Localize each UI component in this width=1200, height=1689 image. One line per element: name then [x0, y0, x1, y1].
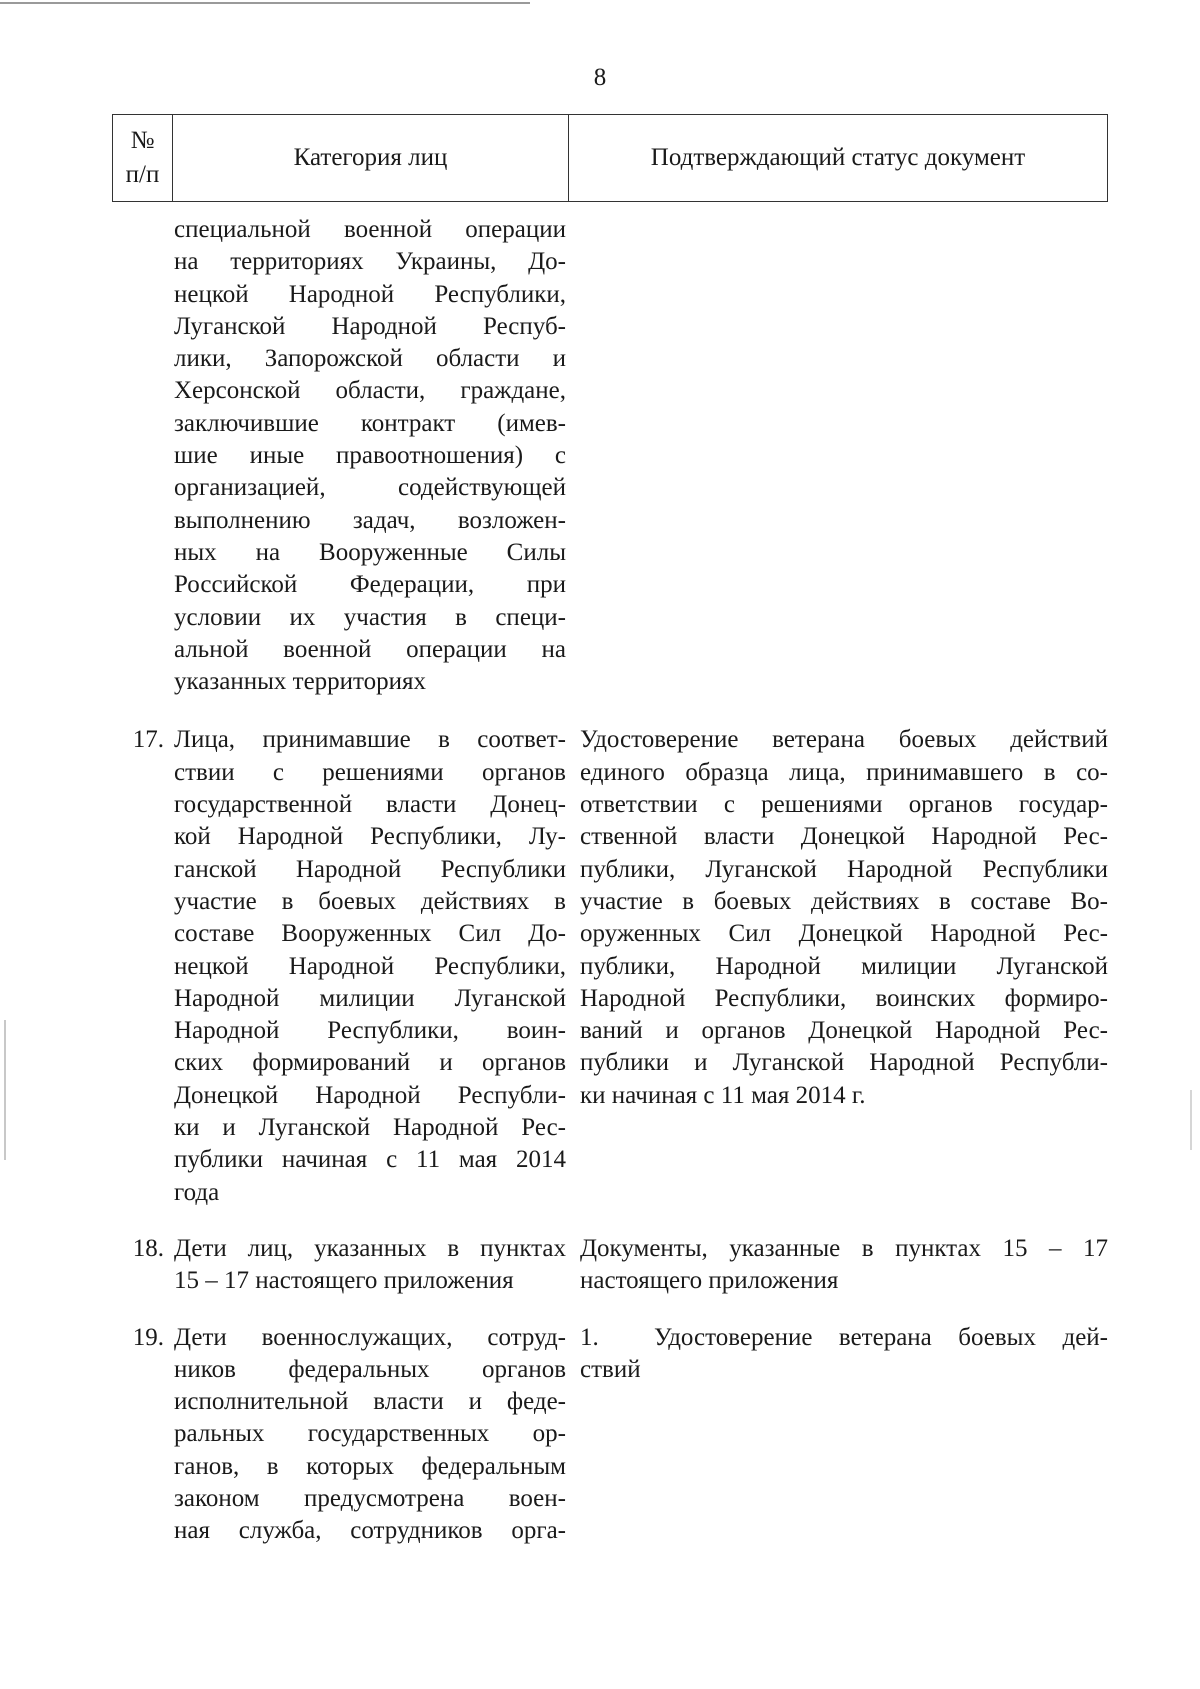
header-document-cell	[569, 115, 1107, 201]
category-line: ствии с решениями органов	[174, 758, 566, 786]
document-line: публики, Луганской Народной Республики	[580, 855, 1108, 883]
document-line: единого образца лица, принимавшего в со-	[580, 758, 1108, 786]
category-line: ских формирований и органов	[174, 1049, 566, 1077]
document-list-item	[580, 1322, 1108, 1354]
row-number: 17.	[132, 726, 164, 754]
category-line: ных на Вооруженные Силы	[174, 538, 566, 566]
category-line: ная служба, сотрудников орга-	[174, 1517, 566, 1545]
document-line: публики и Луганской Народной Республи-	[580, 1049, 1108, 1077]
document-line: Народной Республики, воинских формиро-	[580, 984, 1108, 1012]
document-line: Документы, указанные в пунктах 15 – 17	[580, 1234, 1108, 1262]
header-category-label: Категория лиц	[293, 144, 448, 171]
category-line: Дети военнослужащих, сотруд-	[174, 1323, 566, 1351]
header-number-cell	[113, 115, 173, 201]
category-line: альной военной операции на	[174, 635, 566, 663]
document-line: настоящего приложения	[580, 1267, 839, 1295]
page-number: 8	[593, 64, 607, 91]
category-line: заключившие контракт (имев-	[174, 409, 566, 437]
scan-edge-mark	[1190, 1090, 1192, 1150]
category-line: Российской Федерации, при	[174, 571, 566, 599]
category-line: исполнительной власти и феде-	[174, 1388, 566, 1416]
category-line: Луганской Народной Респуб-	[174, 312, 566, 340]
document-line: оруженных Сил Донецкой Народной Рес-	[580, 920, 1108, 948]
document-item-number: 1.	[580, 1323, 599, 1351]
table-row-19	[112, 1322, 1108, 1548]
header-number-abbrev: п/п	[125, 161, 160, 188]
category-line: ки и Луганской Народной Рес-	[174, 1114, 566, 1142]
document-cell	[566, 214, 1108, 698]
row-number	[112, 214, 172, 698]
scan-edge-line	[0, 2, 530, 4]
category-line: нецкой Народной Республики,	[174, 952, 566, 980]
category-line: лики, Запорожской области и	[174, 345, 566, 373]
category-line: Лица, принимавшие в соответ-	[174, 726, 566, 754]
document-line: ственной власти Донецкой Народной Рес-	[580, 823, 1108, 851]
document-line: Удостоверение ветерана боевых действий	[580, 726, 1108, 754]
category-line: указанных территориях	[174, 668, 427, 696]
category-line: на территориях Украины, До-	[174, 248, 566, 276]
category-line: публики начиная с 11 мая 2014	[174, 1146, 566, 1174]
category-line: специальной военной операции	[174, 216, 566, 243]
category-line: условии их участия в специ-	[174, 603, 566, 631]
document-cell	[566, 1233, 1108, 1298]
category-line: кой Народной Республики, Лу-	[174, 823, 566, 851]
table-body	[112, 214, 1108, 1572]
document-line: ки начиная с 11 мая 2014 г.	[580, 1081, 866, 1109]
category-line: нецкой Народной Республики,	[174, 280, 566, 308]
category-line: законом предусмотрена воен-	[174, 1484, 566, 1512]
document-line: участие в боевых действиях в составе Во-	[580, 887, 1108, 915]
document-cell	[566, 724, 1108, 1208]
category-cell	[172, 1233, 566, 1298]
table-header	[112, 114, 1108, 202]
category-line: составе Вооруженных Сил До-	[174, 920, 566, 948]
category-line: ников федеральных органов	[174, 1355, 566, 1383]
category-line: шие иные правоотношения) с	[174, 442, 566, 470]
category-line: ганской Народной Республики	[174, 855, 566, 883]
scan-edge-mark	[4, 1020, 6, 1160]
header-number-symbol: №	[130, 127, 155, 154]
category-line: Херсонской области, граждане,	[174, 377, 566, 405]
category-line: 15 – 17 настоящего приложения	[174, 1267, 514, 1295]
document-line: ответствии с решениями органов государ-	[580, 791, 1108, 819]
category-line: ральных государственных ор-	[174, 1420, 566, 1448]
category-line: ганов, в которых федеральным	[174, 1452, 566, 1480]
category-line: государственной власти Донец-	[174, 791, 566, 819]
document-line: ствий	[580, 1355, 641, 1383]
document-cell	[566, 1322, 1108, 1548]
header-category-cell	[173, 115, 569, 201]
category-line: организацией, содействующей	[174, 474, 566, 502]
table-row-17	[112, 724, 1108, 1208]
document-line: публики, Народной милиции Луганской	[580, 952, 1108, 980]
document-line: Удостоверение ветерана боевых дей-	[654, 1323, 1108, 1351]
category-line: года	[174, 1178, 220, 1206]
table-row-continuation	[112, 214, 1108, 698]
category-cell	[172, 214, 566, 698]
category-cell	[172, 724, 566, 1208]
category-line: выполнению задач, возложен-	[174, 506, 566, 534]
row-number: 18.	[132, 1234, 164, 1262]
table-row-18	[112, 1233, 1108, 1298]
category-line: участие в боевых действиях в	[174, 887, 566, 915]
row-number: 19.	[132, 1323, 164, 1351]
document-line: ваний и органов Донецкой Народной Рес-	[580, 1017, 1108, 1045]
category-line: Народной милиции Луганской	[174, 984, 566, 1012]
category-line: Донецкой Народной Республи-	[174, 1081, 566, 1109]
category-line: Народной Республики, воин-	[174, 1017, 566, 1045]
category-line: Дети лиц, указанных в пунктах	[174, 1234, 566, 1262]
category-cell	[172, 1322, 566, 1548]
header-document-label: Подтверждающий статус документ	[650, 144, 1026, 171]
